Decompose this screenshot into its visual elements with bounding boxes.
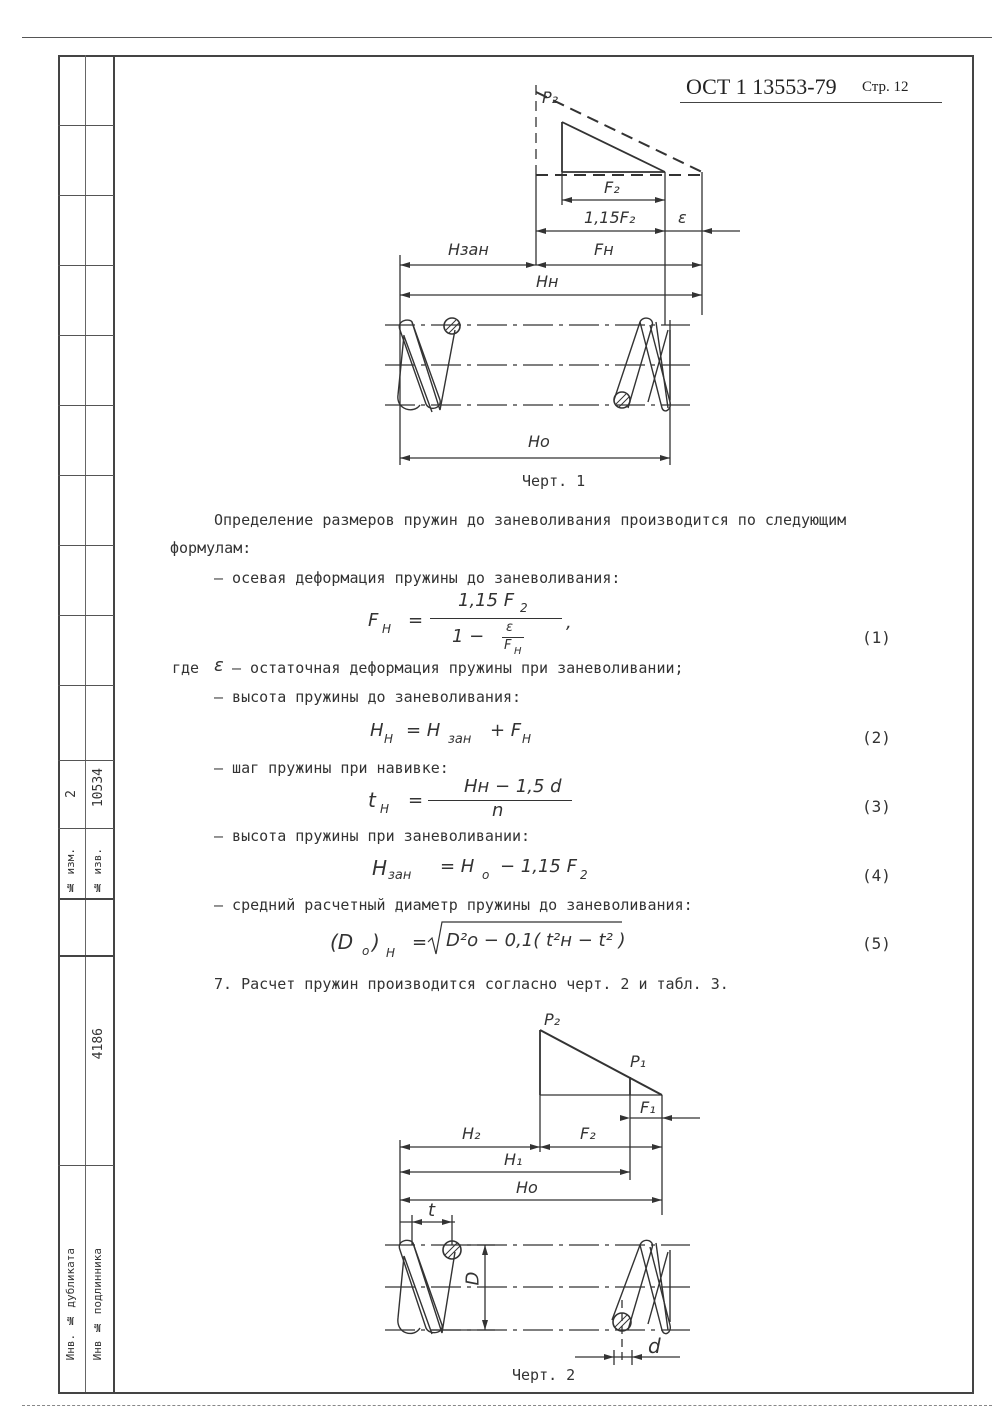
f3-num: Hн − 1,5 d <box>464 776 562 797</box>
f5-radicand: D²о − 0,1( t²н − t² ) <box>446 930 626 951</box>
f1-inner-num: ε <box>506 620 514 635</box>
fig1-label-115f2: 1,15F₂ <box>584 208 636 227</box>
f3-number: (3) <box>862 797 891 816</box>
fig2-label-D: D <box>462 1271 484 1286</box>
inv-duplicate-label: Инв. № дубликата <box>64 1248 77 1361</box>
f1-num-sub: 2 <box>520 601 528 615</box>
where-text: – остаточная деформация пружины при заневоливании; <box>232 659 684 677</box>
inv-value: 4186 <box>91 1028 106 1060</box>
item-3: – шаг пружины при навивке: <box>214 759 449 777</box>
f1-lhs-sub: H <box>382 622 392 636</box>
f1-inner-den: F <box>504 638 512 653</box>
f5-lhs-sub2: H <box>386 946 396 960</box>
where-eps: ε <box>214 655 224 676</box>
notice-no-value: 10534 <box>91 768 106 808</box>
where-word: где <box>172 659 200 677</box>
inv-original-label: Инв № подлинника <box>91 1248 104 1361</box>
f1-lhs: F <box>368 610 379 631</box>
f4-lhs: H <box>372 856 388 880</box>
item-2: – высота пружины до заневоливания: <box>214 688 522 706</box>
f2-rhs-sub: зан <box>448 732 472 747</box>
figure-2-caption: Черт. 2 <box>512 1366 576 1384</box>
f5-lhs: (D <box>330 930 354 954</box>
fig2-label-h1: H₁ <box>504 1150 523 1169</box>
f4-rhs-sub: о <box>482 868 490 882</box>
f4-tail: − 1,15 F <box>500 856 577 877</box>
fig2-label-t: t <box>428 1200 436 1221</box>
f4-lhs-sub: зан <box>388 868 412 883</box>
fig1-label-h0: Hо <box>528 432 550 451</box>
f4-number: (4) <box>862 866 891 885</box>
f2-number: (2) <box>862 728 891 747</box>
f2-plus-sub: H <box>522 732 532 746</box>
f2-plus: + F <box>490 720 522 741</box>
f4-rhs: = H <box>440 856 475 877</box>
f2-lhs-sub: H <box>384 732 394 746</box>
f1-eq: = <box>408 610 424 631</box>
f1-den: 1 − <box>452 626 485 647</box>
f4-tail-sub: 2 <box>580 868 588 882</box>
f1-num: 1,15 F <box>458 590 515 611</box>
fig2-label-p1: P₁ <box>630 1052 647 1071</box>
item-4: – высота пружины при заневоливании: <box>214 827 531 845</box>
f1-number: (1) <box>862 628 891 647</box>
f5-lhs-close: ) <box>372 930 380 954</box>
fig1-label-f2: F₂ <box>604 178 620 197</box>
f1-inner-den-sub: H <box>514 646 522 657</box>
f3-eq: = <box>408 790 424 811</box>
f3-den: n <box>492 800 504 821</box>
fig2-label-d: d <box>648 1334 661 1358</box>
doc-number: ОСТ 1 13553-79 <box>686 74 837 99</box>
page-label: Стр. 12 <box>862 79 909 95</box>
intro-line-1: Определение размеров пружин до заневоливания производится по следующим <box>214 511 847 529</box>
intro-line-2: формулам: <box>170 539 252 557</box>
f5-lhs-sub: о <box>362 944 370 958</box>
fig2-label-h0: Hо <box>516 1178 538 1197</box>
fig2-label-p2: P₂ <box>544 1010 561 1029</box>
f3-lhs-sub: H <box>380 802 390 816</box>
f5-number: (5) <box>862 934 891 953</box>
fig1-label-p2: P₂ <box>542 88 559 107</box>
item-5: – средний расчетный диаметр пружины до заневоливания: <box>214 896 693 914</box>
change-no-label: № изм. <box>64 848 77 895</box>
fig2-label-h2: H₂ <box>462 1124 481 1143</box>
fig2-label-f2: F₂ <box>580 1124 596 1143</box>
fig2-label-f1: F₁ <box>640 1098 656 1117</box>
item-1: – осевая деформация пружины до заневоливания: <box>214 569 621 587</box>
fig1-label-eps: ε <box>678 208 687 227</box>
fig1-label-hh: Hн <box>536 272 559 291</box>
fig1-label-fh: Fн <box>594 240 614 259</box>
f1-tail: , <box>566 612 572 633</box>
f2-rhs: = H <box>406 720 441 741</box>
f3-lhs: t <box>368 788 376 812</box>
paragraph-7: 7. Расчет пружин производится согласно черт. 2 и табл. 3. <box>214 975 729 993</box>
change-no-value: 2 <box>64 790 79 798</box>
fig1-label-hzan: Hзан <box>448 240 489 259</box>
figure-1-caption: Черт. 1 <box>522 472 586 490</box>
f2-lhs: H <box>370 720 384 741</box>
f5-eq: = <box>412 932 428 953</box>
notice-no-label: № изв. <box>91 848 104 895</box>
